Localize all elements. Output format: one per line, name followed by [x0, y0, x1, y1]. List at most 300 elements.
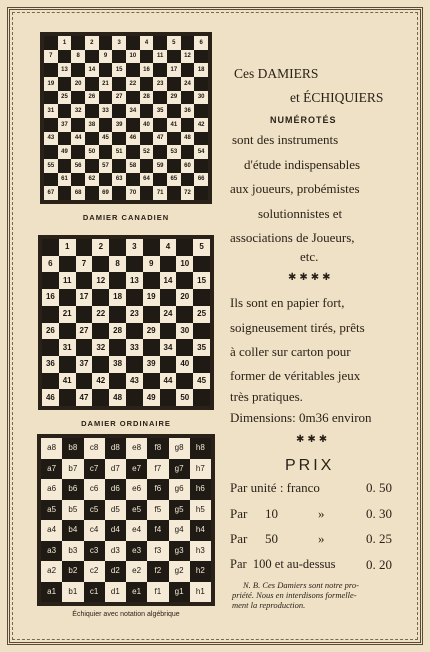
numbered-square: 53: [167, 145, 181, 159]
numbered-square: 1: [59, 239, 76, 256]
numbered-square: 2: [92, 239, 109, 256]
text-line-12: à coller sur carton pour: [230, 344, 351, 359]
numbered-square: 58: [126, 159, 140, 173]
chess-square: c7: [84, 459, 105, 480]
text-line-7: solutionnistes et: [258, 206, 343, 221]
numbered-square: 22: [92, 306, 109, 323]
price-row-label-text: Par: [230, 506, 248, 521]
numbered-square: 48: [109, 389, 126, 406]
price-row-ditto: »: [318, 531, 325, 546]
dark-square: [181, 173, 195, 187]
numbered-square: 25: [58, 91, 72, 105]
dark-square: [160, 389, 177, 406]
numbered-square: 71: [153, 186, 167, 200]
numbered-square: 55: [44, 159, 58, 173]
chess-square: d3: [105, 541, 126, 562]
numbered-square: 42: [194, 118, 208, 132]
dark-square: [126, 289, 143, 306]
numbered-square: 18: [109, 289, 126, 306]
chess-square: d8: [105, 438, 126, 459]
chess-square: d4: [105, 520, 126, 541]
dark-square: [193, 289, 210, 306]
dark-square: [160, 256, 177, 273]
chess-square: e4: [126, 520, 147, 541]
numbered-square: 7: [44, 50, 58, 64]
chess-square: b1: [62, 582, 83, 603]
dark-square: [76, 272, 93, 289]
ordinary-board-grid: [42, 239, 210, 406]
dark-square: [112, 77, 126, 91]
numbered-square: 12: [181, 50, 195, 64]
numbered-square: 23: [153, 77, 167, 91]
chess-square: d7: [105, 459, 126, 480]
numbered-square: 33: [126, 339, 143, 356]
dark-square: [126, 36, 140, 50]
chess-square: c2: [84, 561, 105, 582]
numbered-square: 29: [143, 323, 160, 340]
dark-square: [143, 339, 160, 356]
dark-square: [85, 159, 99, 173]
chess-square: f1: [147, 582, 168, 603]
text-line-4: sont des instruments: [232, 132, 339, 147]
dark-square: [44, 36, 58, 50]
dark-square: [71, 63, 85, 77]
numbered-square: 11: [59, 272, 76, 289]
chess-square: a4: [41, 520, 62, 541]
chess-square: h4: [190, 520, 211, 541]
ordinary-board: [38, 235, 214, 410]
dark-square: [76, 306, 93, 323]
dark-square: [126, 91, 140, 105]
numbered-square: 17: [167, 63, 181, 77]
dark-square: [85, 132, 99, 146]
dark-square: [99, 36, 113, 50]
chess-square: a6: [41, 479, 62, 500]
numbered-square: 50: [176, 389, 193, 406]
numbered-square: 54: [194, 145, 208, 159]
numbered-square: 17: [76, 289, 93, 306]
dark-square: [99, 91, 113, 105]
dark-square: [58, 50, 72, 64]
dark-square: [112, 50, 126, 64]
dark-square: [167, 159, 181, 173]
numbered-square: 40: [176, 356, 193, 373]
dimensions-line: Dimensions: 0m36 environ: [230, 410, 372, 425]
numbered-square: 63: [112, 173, 126, 187]
numbered-square: 46: [42, 389, 59, 406]
numbered-square: 65: [167, 173, 181, 187]
numbered-square: 34: [160, 339, 177, 356]
dark-square: [176, 272, 193, 289]
chess-square: d2: [105, 561, 126, 582]
numbered-square: 43: [44, 132, 58, 146]
text-line-14: très pratiques.: [230, 389, 303, 404]
numbered-square: 19: [44, 77, 58, 91]
numbered-square: 57: [99, 159, 113, 173]
text-line-10: Ils sont en papier fort,: [230, 295, 345, 310]
dark-square: [71, 173, 85, 187]
price-row-value: 0. 30: [366, 506, 392, 521]
numbered-square: 43: [126, 373, 143, 390]
chess-square: h2: [190, 561, 211, 582]
chess-square: c5: [84, 500, 105, 521]
dark-square: [193, 256, 210, 273]
dark-square: [126, 256, 143, 273]
numbered-square: 40: [140, 118, 154, 132]
text-line-1: Ces DAMIERS: [234, 66, 319, 81]
numbered-square: 15: [112, 63, 126, 77]
dark-square: [153, 91, 167, 105]
dark-square: [44, 63, 58, 77]
numbered-square: 1: [58, 36, 72, 50]
chess-square: a5: [41, 500, 62, 521]
dark-square: [194, 186, 208, 200]
chess-square: f2: [147, 561, 168, 582]
dark-square: [71, 118, 85, 132]
numbered-square: 25: [193, 306, 210, 323]
chess-square: e5: [126, 500, 147, 521]
dark-square: [99, 145, 113, 159]
dark-square: [167, 132, 181, 146]
numbered-square: 31: [44, 104, 58, 118]
separator-stars-1: ✱✱✱✱: [288, 272, 334, 283]
chess-square: g7: [169, 459, 190, 480]
numbered-square: 32: [92, 339, 109, 356]
numbered-square: 38: [85, 118, 99, 132]
chess-square: e6: [126, 479, 147, 500]
price-row-ditto: »: [318, 506, 325, 521]
dark-square: [167, 77, 181, 91]
dark-square: [194, 104, 208, 118]
chess-square: b7: [62, 459, 83, 480]
price-row-value: 0. 50: [366, 480, 392, 495]
dark-square: [58, 186, 72, 200]
numbered-square: 49: [58, 145, 72, 159]
numbered-square: 16: [140, 63, 154, 77]
numbered-square: 13: [58, 63, 72, 77]
numbered-square: 46: [126, 132, 140, 146]
dark-square: [71, 145, 85, 159]
dark-square: [44, 118, 58, 132]
dark-square: [109, 339, 126, 356]
dark-square: [59, 356, 76, 373]
dark-square: [140, 77, 154, 91]
dark-square: [181, 118, 195, 132]
chess-square: c4: [84, 520, 105, 541]
chess-square: g2: [169, 561, 190, 582]
dark-square: [176, 239, 193, 256]
numbered-square: 49: [143, 389, 160, 406]
dark-square: [140, 50, 154, 64]
dark-square: [58, 77, 72, 91]
numbered-square: 72: [181, 186, 195, 200]
numbered-square: 67: [44, 186, 58, 200]
numbered-square: 31: [59, 339, 76, 356]
canadian-board: [40, 32, 212, 204]
numbered-square: 70: [126, 186, 140, 200]
chess-board: [37, 434, 215, 606]
numbered-square: 36: [42, 356, 59, 373]
dark-square: [42, 373, 59, 390]
dark-square: [153, 118, 167, 132]
dark-square: [140, 159, 154, 173]
ordinary-board-caption: DAMIER ORDINAIRE: [81, 419, 171, 428]
dark-square: [194, 159, 208, 173]
numbered-square: 10: [126, 50, 140, 64]
chess-square: b3: [62, 541, 83, 562]
dark-square: [153, 63, 167, 77]
dark-square: [176, 306, 193, 323]
numbered-square: 37: [58, 118, 72, 132]
numbered-square: 9: [143, 256, 160, 273]
dark-square: [42, 306, 59, 323]
chess-square: f5: [147, 500, 168, 521]
chess-square: f8: [147, 438, 168, 459]
numbered-square: 47: [76, 389, 93, 406]
dark-square: [59, 323, 76, 340]
text-line-2: et ÉCHIQUIERS: [290, 90, 384, 105]
numbered-square: 24: [160, 306, 177, 323]
numbered-square: 35: [153, 104, 167, 118]
chess-square: e7: [126, 459, 147, 480]
chess-square: c6: [84, 479, 105, 500]
chess-square: d1: [105, 582, 126, 603]
dark-square: [42, 339, 59, 356]
numbered-square: 41: [167, 118, 181, 132]
numbered-square: 4: [140, 36, 154, 50]
numbered-square: 60: [181, 159, 195, 173]
prices-title: PRIX: [285, 457, 335, 474]
numbered-square: 23: [126, 306, 143, 323]
numbered-square: 24: [181, 77, 195, 91]
numbered-square: 62: [85, 173, 99, 187]
dark-square: [58, 104, 72, 118]
chess-square: d6: [105, 479, 126, 500]
numbered-square: 6: [42, 256, 59, 273]
dark-square: [126, 118, 140, 132]
numbered-square: 56: [71, 159, 85, 173]
numbered-square: 15: [193, 272, 210, 289]
chess-square: h1: [190, 582, 211, 603]
chess-square: e1: [126, 582, 147, 603]
chess-square: h3: [190, 541, 211, 562]
numbered-square: 26: [42, 323, 59, 340]
numbered-square: 68: [71, 186, 85, 200]
numbered-square: 64: [140, 173, 154, 187]
numbered-square: 2: [85, 36, 99, 50]
dark-square: [42, 239, 59, 256]
chess-square: a7: [41, 459, 62, 480]
dark-square: [193, 389, 210, 406]
dark-square: [126, 63, 140, 77]
dark-square: [176, 339, 193, 356]
dark-square: [109, 272, 126, 289]
numbered-square: 14: [160, 272, 177, 289]
text-line-3: NUMÉROTÉS: [270, 115, 337, 125]
price-row-value: 0. 25: [366, 531, 392, 546]
dark-square: [143, 239, 160, 256]
numbered-square: 35: [193, 339, 210, 356]
text-line-9: etc.: [300, 249, 319, 264]
numbered-square: 51: [112, 145, 126, 159]
dark-square: [58, 132, 72, 146]
dark-square: [99, 173, 113, 187]
chess-square: e3: [126, 541, 147, 562]
numbered-square: 19: [143, 289, 160, 306]
numbered-square: 37: [76, 356, 93, 373]
numbered-square: 33: [99, 104, 113, 118]
dark-square: [85, 77, 99, 91]
dark-square: [140, 104, 154, 118]
dark-square: [76, 373, 93, 390]
dark-square: [194, 132, 208, 146]
chess-square: c3: [84, 541, 105, 562]
numbered-square: 16: [42, 289, 59, 306]
dark-square: [126, 173, 140, 187]
numbered-square: 27: [112, 91, 126, 105]
chess-square: g6: [169, 479, 190, 500]
dark-square: [76, 339, 93, 356]
numbered-square: 44: [160, 373, 177, 390]
numbered-square: 4: [160, 239, 177, 256]
dark-square: [85, 104, 99, 118]
numbered-square: 29: [167, 91, 181, 105]
price-row-value: 0. 20: [366, 557, 392, 572]
numbered-square: 3: [126, 239, 143, 256]
numbered-square: 44: [71, 132, 85, 146]
dark-square: [112, 186, 126, 200]
chess-square: g1: [169, 582, 190, 603]
chess-square: g5: [169, 500, 190, 521]
numbered-square: 66: [194, 173, 208, 187]
chess-square: f6: [147, 479, 168, 500]
price-row-label: Par: [230, 531, 248, 546]
numbered-square: 11: [153, 50, 167, 64]
dark-square: [153, 173, 167, 187]
dark-square: [140, 132, 154, 146]
numbered-square: 27: [76, 323, 93, 340]
numbered-square: 48: [181, 132, 195, 146]
numbered-square: 12: [92, 272, 109, 289]
chess-square: d5: [105, 500, 126, 521]
chess-square: c1: [84, 582, 105, 603]
price-row-qty: 10: [265, 506, 278, 521]
numbered-square: 59: [153, 159, 167, 173]
copyright-note-1: N. B. Ces Damiers sont notre pro-: [243, 580, 360, 590]
dark-square: [92, 289, 109, 306]
price-row-label: Par 100 et au-dessus: [230, 557, 336, 571]
dark-square: [59, 289, 76, 306]
dark-square: [59, 389, 76, 406]
dark-square: [71, 91, 85, 105]
numbered-square: 6: [194, 36, 208, 50]
dark-square: [92, 389, 109, 406]
dark-square: [112, 104, 126, 118]
dark-square: [160, 323, 177, 340]
dark-square: [109, 239, 126, 256]
text-line-5: d'étude indispensables: [244, 157, 361, 172]
numbered-square: 20: [71, 77, 85, 91]
numbered-square: 21: [59, 306, 76, 323]
dark-square: [160, 356, 177, 373]
dark-square: [126, 323, 143, 340]
numbered-square: 42: [92, 373, 109, 390]
chess-square: g3: [169, 541, 190, 562]
text-line-13: former de véritables jeux: [230, 368, 361, 383]
dark-square: [109, 373, 126, 390]
numbered-square: 8: [109, 256, 126, 273]
numbered-square: 20: [176, 289, 193, 306]
numbered-square: 22: [126, 77, 140, 91]
dark-square: [143, 373, 160, 390]
numbered-square: 28: [109, 323, 126, 340]
chess-square: f4: [147, 520, 168, 541]
dark-square: [153, 36, 167, 50]
price-row-label: [230, 506, 247, 522]
dark-square: [58, 159, 72, 173]
dark-square: [99, 63, 113, 77]
dark-square: [181, 36, 195, 50]
dark-square: [44, 91, 58, 105]
numbered-square: 7: [76, 256, 93, 273]
dark-square: [92, 323, 109, 340]
numbered-square: 21: [99, 77, 113, 91]
chess-square: a2: [41, 561, 62, 582]
text-line-8: associations de Joueurs,: [230, 230, 355, 245]
copyright-note-2: priété. Nous en interdisons formelle-: [232, 590, 357, 600]
dark-square: [143, 272, 160, 289]
numbered-square: 3: [112, 36, 126, 50]
canadian-board-caption: DAMIER CANADIEN: [82, 213, 170, 222]
chess-square: e8: [126, 438, 147, 459]
numbered-square: 50: [85, 145, 99, 159]
dark-square: [99, 118, 113, 132]
chess-square: h7: [190, 459, 211, 480]
numbered-square: 39: [143, 356, 160, 373]
dark-square: [126, 145, 140, 159]
numbered-square: 26: [85, 91, 99, 105]
dark-square: [76, 239, 93, 256]
dark-square: [109, 306, 126, 323]
chess-square: f7: [147, 459, 168, 480]
dark-square: [193, 356, 210, 373]
dark-square: [194, 50, 208, 64]
dark-square: [85, 50, 99, 64]
numbered-square: 39: [112, 118, 126, 132]
dark-square: [112, 132, 126, 146]
text-line-11: soigneusement tirés, prêts: [230, 320, 365, 335]
chess-square: c8: [84, 438, 105, 459]
numbered-square: 69: [99, 186, 113, 200]
chess-board-caption: Échiquier avec notation algébrique: [72, 611, 180, 618]
dark-square: [126, 389, 143, 406]
dark-square: [92, 256, 109, 273]
chess-square: a3: [41, 541, 62, 562]
chess-square: f3: [147, 541, 168, 562]
numbered-square: 18: [194, 63, 208, 77]
dark-square: [160, 289, 177, 306]
dark-square: [85, 186, 99, 200]
dark-square: [112, 159, 126, 173]
chess-square: g8: [169, 438, 190, 459]
dark-square: [167, 186, 181, 200]
chess-square: h8: [190, 438, 211, 459]
chess-square: h6: [190, 479, 211, 500]
numbered-square: 45: [99, 132, 113, 146]
numbered-square: 10: [176, 256, 193, 273]
dark-square: [153, 145, 167, 159]
numbered-square: 41: [59, 373, 76, 390]
